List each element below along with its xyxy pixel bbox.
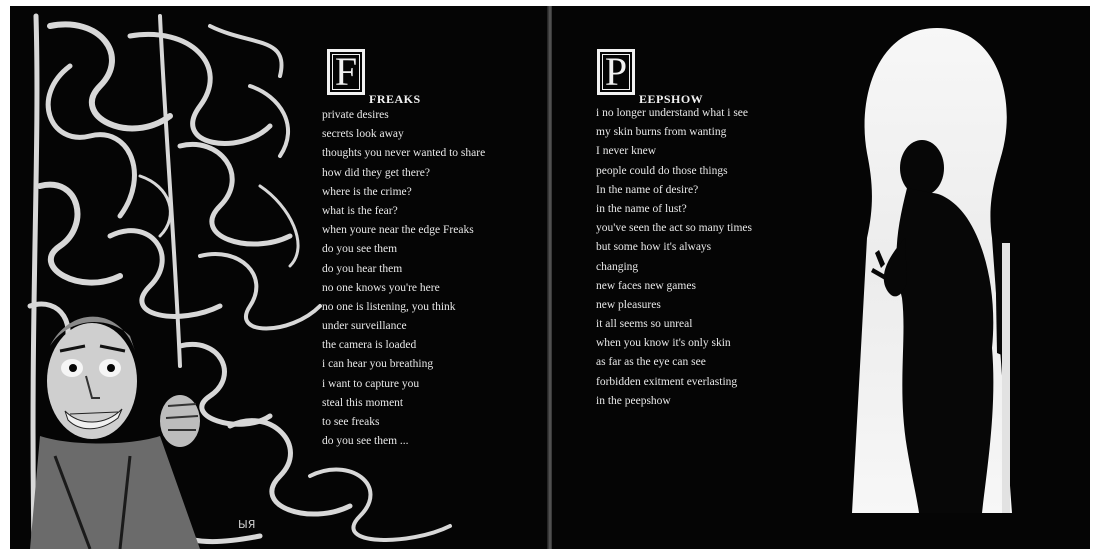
lyric-line: private desires — [322, 109, 389, 121]
lyric-line: in the name of lust? — [596, 202, 687, 215]
lyric-line: changing — [596, 260, 639, 273]
lyric-line: how did they get there? — [322, 166, 430, 179]
lyric-line: no one is listening, you think — [322, 300, 456, 313]
drop-cap-p — [597, 49, 635, 95]
lyrics-peepshow — [596, 104, 752, 411]
lyric-line: In the name of desire? — [596, 183, 699, 196]
lyric-line: do you see them — [322, 243, 398, 256]
lyric-line: but some how it's always — [596, 241, 712, 254]
right-page — [552, 6, 1090, 549]
artist-signature: ЫЯ — [238, 518, 256, 531]
lyric-line: the camera is loaded — [322, 339, 417, 352]
lyrics-freaks — [322, 106, 485, 451]
lyric-line: forbidden exitment everlasting — [596, 375, 738, 388]
lyric-line: where is the crime? — [322, 185, 412, 198]
left-page — [10, 6, 548, 549]
lyric-line: it all seems so unreal — [596, 318, 693, 331]
lyric-line: in the peepshow — [596, 394, 671, 407]
lyric-line: my skin burns from wanting — [596, 126, 727, 139]
lyric-line: secrets look away — [322, 128, 404, 141]
lyric-line: when youre near the edge Freaks — [322, 224, 474, 237]
lyric-line: i no longer understand what i see — [596, 107, 749, 119]
lyric-line: to see freaks — [322, 416, 380, 428]
lyric-line: i want to capture you — [322, 377, 420, 390]
lyric-line: thoughts you never wanted to share — [322, 147, 486, 160]
drop-cap-letter: F — [334, 49, 358, 94]
lyric-line: under surveillance — [322, 320, 407, 333]
lyric-line: no one knows you're here — [322, 281, 440, 294]
lyric-line: as far as the eye can see — [596, 356, 706, 369]
lyric-line: you've seen the act so many times — [596, 222, 753, 235]
lyric-line: people could do those things — [596, 164, 728, 177]
drop-cap-f — [327, 49, 365, 95]
drop-cap-letter: P — [604, 49, 628, 94]
lyric-line: what is the fear? — [322, 204, 398, 217]
song-title-peepshow: EEPSHOW — [639, 92, 704, 106]
lyric-line: new pleasures — [596, 298, 661, 311]
lyric-line: i can hear you breathing — [322, 358, 434, 371]
lyric-line: do you hear them — [322, 262, 403, 275]
keyhole-silhouette-illustration — [847, 28, 1027, 513]
lyric-line: I never knew — [596, 145, 657, 158]
lyric-line: when you know it's only skin — [596, 337, 731, 350]
lyric-line: steal this moment — [322, 396, 404, 409]
lyric-line: new faces new games — [596, 279, 696, 292]
lyric-line: do you see them ... — [322, 435, 409, 448]
song-title-freaks: FREAKS — [369, 92, 421, 106]
